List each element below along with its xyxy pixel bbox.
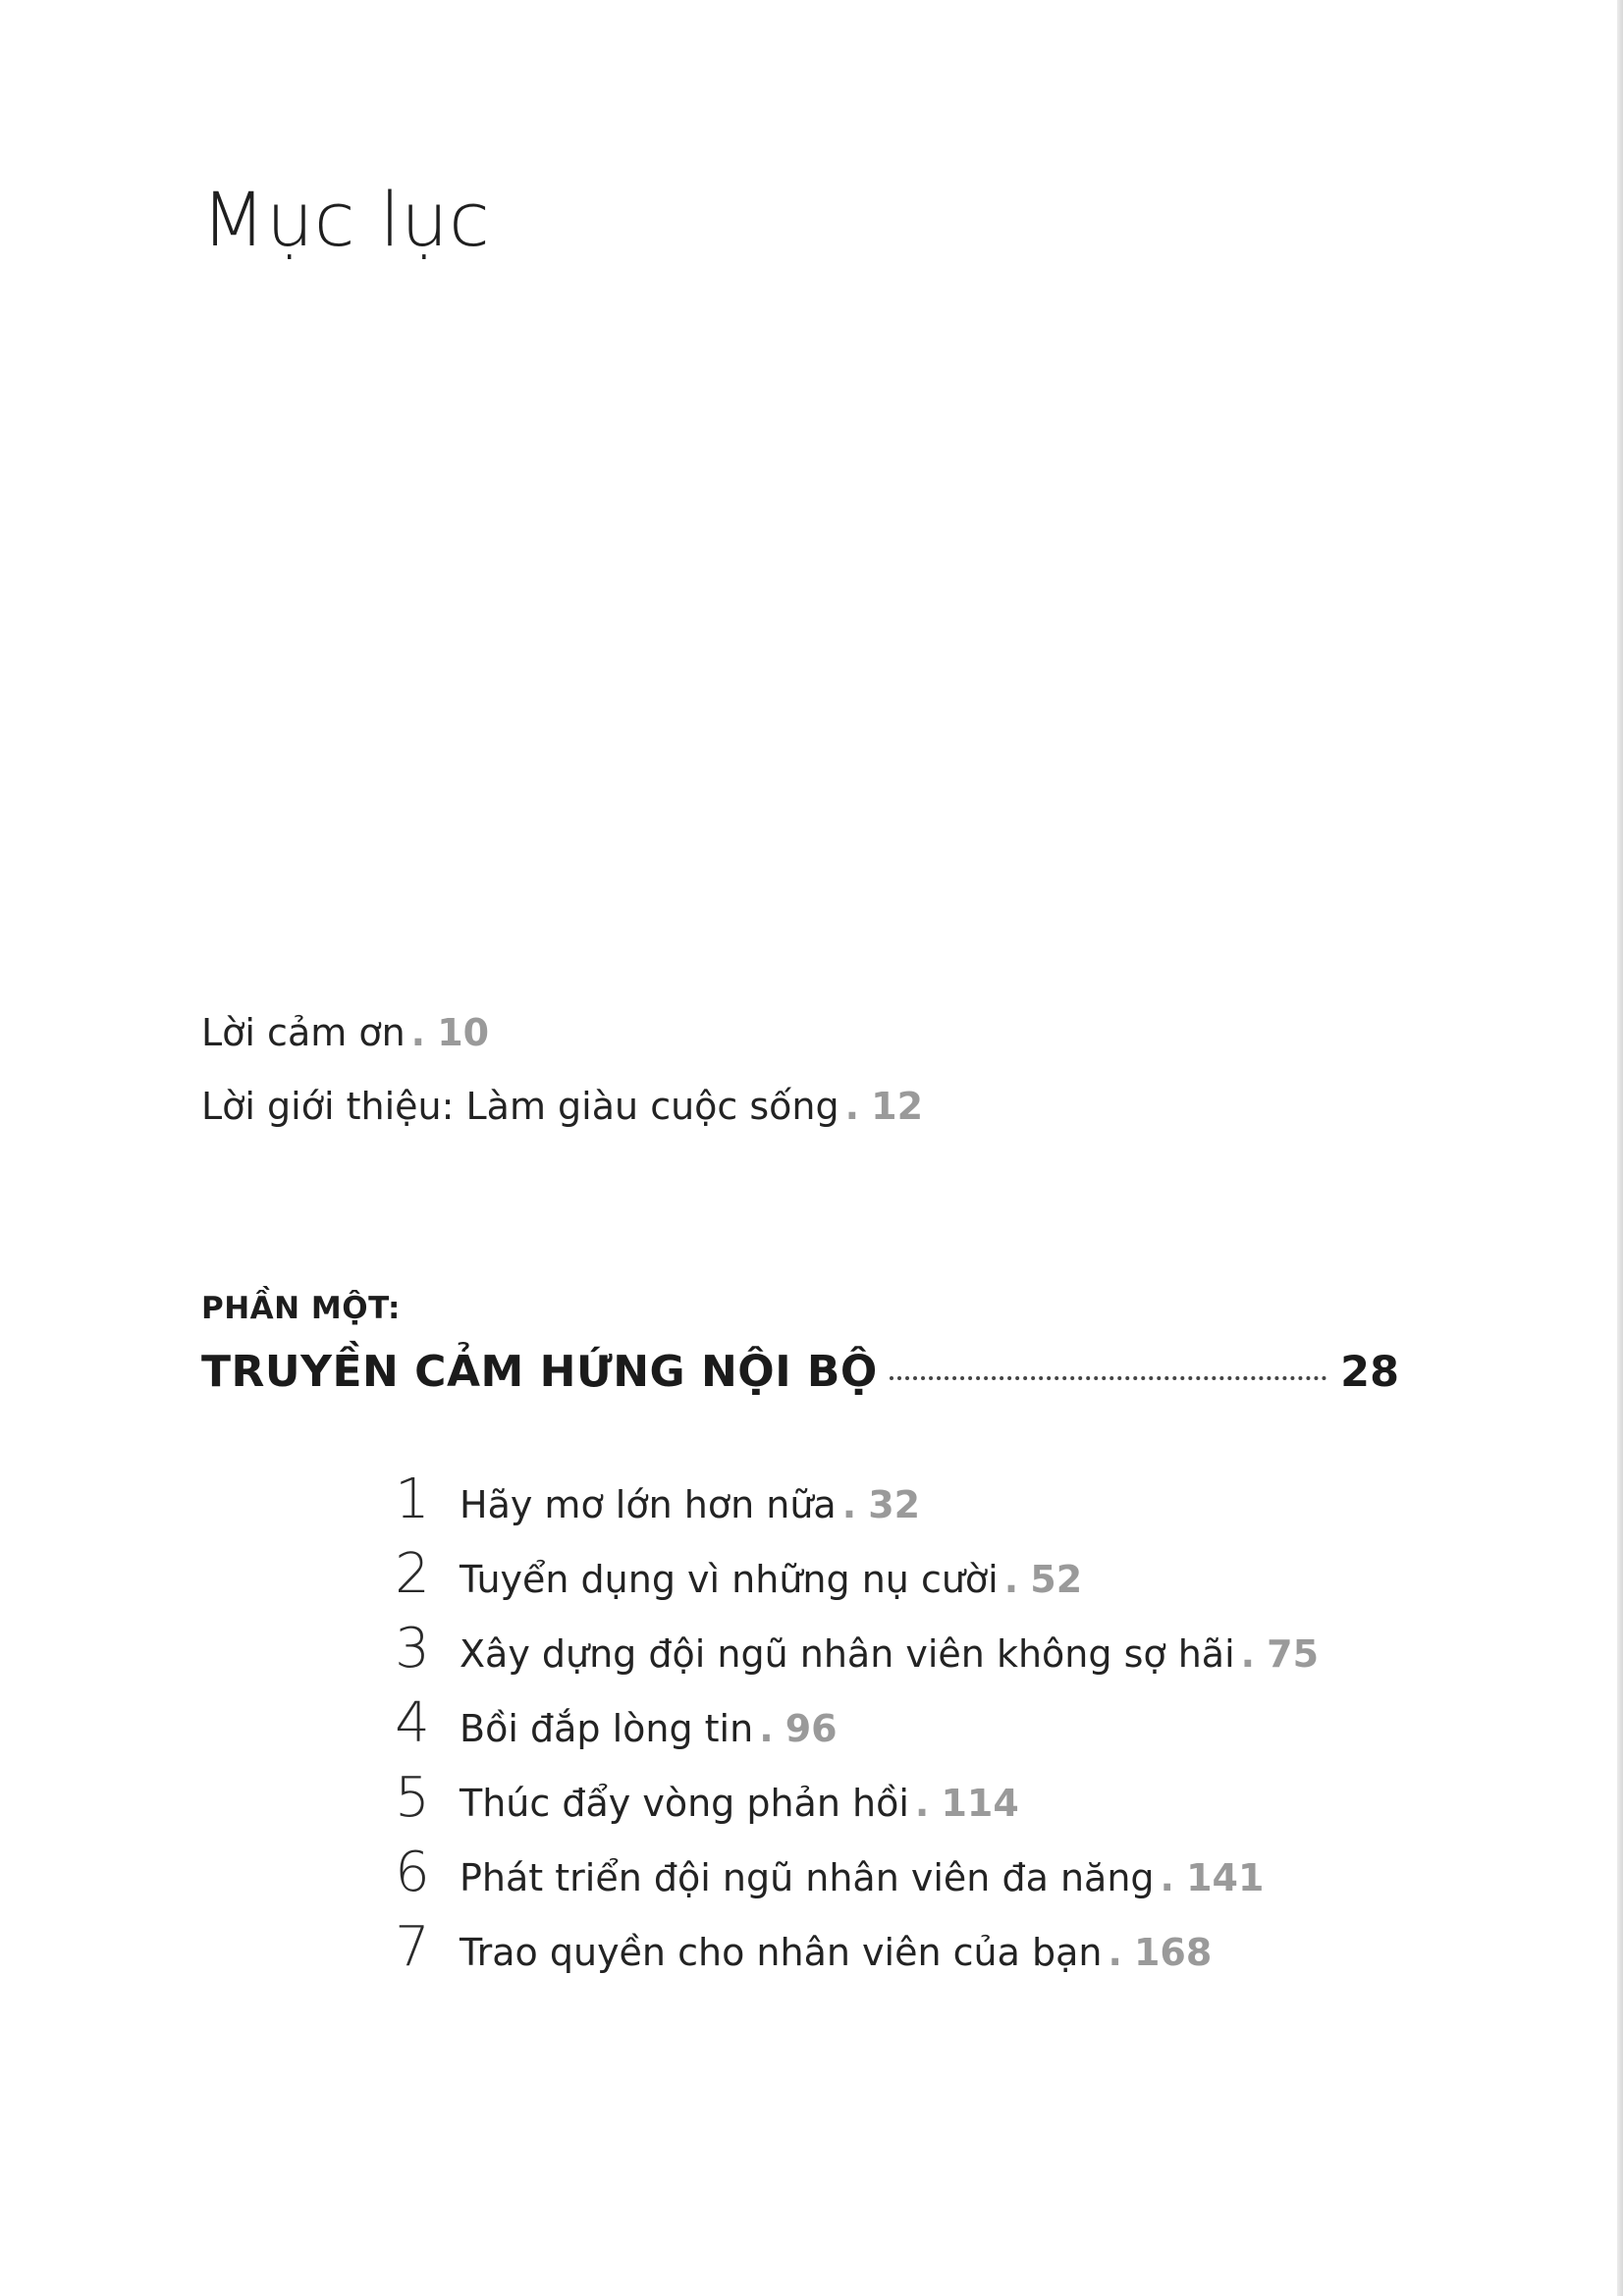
chapter-number: 5 <box>395 1766 430 1830</box>
chapter-page: 96 <box>784 1707 838 1750</box>
toc-entry-chapter-1[interactable] <box>365 1468 1445 1547</box>
dot-leader <box>890 1376 1326 1380</box>
chapter-separator: . <box>1240 1632 1256 1676</box>
page-title: Mục lục <box>201 176 491 263</box>
toc-entry-title: Lời giới thiệu: Làm giàu cuộc sống <box>201 1085 839 1128</box>
chapter-page: 32 <box>868 1483 921 1526</box>
chapter-title <box>460 1782 1019 1825</box>
toc-entry-separator: . <box>410 1011 426 1054</box>
chapter-separator: . <box>1108 1931 1122 1974</box>
chapter-list <box>365 1468 1445 1995</box>
chapter-title-text: Tuyển dụng vì những nụ cười <box>460 1558 999 1601</box>
chapter-title <box>460 1483 921 1526</box>
chapter-title <box>460 1707 838 1750</box>
toc-entry-acknowledgements[interactable] <box>201 1011 1478 1088</box>
toc-entry-chapter-3[interactable] <box>365 1617 1445 1696</box>
front-matter-list <box>201 1011 1478 1161</box>
chapter-number: 7 <box>395 1915 430 1979</box>
part-page: 28 <box>1340 1348 1399 1397</box>
chapter-title-text: Bồi đắp lòng tin <box>460 1707 754 1750</box>
chapter-title <box>460 1558 1083 1601</box>
chapter-number: 2 <box>395 1542 430 1606</box>
toc-entry-chapter-2[interactable] <box>365 1542 1445 1622</box>
chapter-page: 75 <box>1267 1632 1320 1676</box>
chapter-separator: . <box>914 1782 930 1825</box>
toc-entry-chapter-6[interactable] <box>365 1841 1445 1920</box>
chapter-page: 114 <box>941 1782 1019 1825</box>
chapter-page: 52 <box>1030 1558 1083 1601</box>
toc-entry-introduction[interactable] <box>201 1085 1478 1161</box>
chapter-title <box>460 1632 1320 1676</box>
toc-entry-chapter-7[interactable] <box>365 1915 1445 1995</box>
chapter-title-text: Hãy mơ lớn hơn nữa <box>460 1483 837 1526</box>
chapter-title-text: Phát triển đội ngũ nhân viên đa năng <box>460 1856 1155 1899</box>
chapter-number: 4 <box>395 1691 430 1755</box>
chapter-page: 141 <box>1186 1856 1265 1899</box>
part-label: PHẦN MỘT: <box>201 1291 401 1326</box>
chapter-title <box>460 1856 1265 1899</box>
part-title: TRUYỀN CẢM HỨNG NỘI BỘ <box>201 1347 878 1397</box>
chapter-separator: . <box>1160 1856 1174 1899</box>
toc-entry-title: Lời cảm ơn <box>201 1011 406 1054</box>
chapter-separator: . <box>1003 1558 1019 1601</box>
chapter-title-text: Trao quyền cho nhân viên của bạn <box>460 1931 1103 1974</box>
toc-entry-page: 10 <box>437 1011 490 1054</box>
chapter-title-text: Thúc đẩy vòng phản hồi <box>460 1782 909 1825</box>
toc-entry-separator: . <box>844 1085 860 1128</box>
chapter-title <box>460 1931 1213 1974</box>
chapter-number: 6 <box>395 1841 430 1904</box>
chapter-title-text: Xây dựng đội ngũ nhân viên không sợ hãi <box>460 1632 1235 1676</box>
chapter-separator: . <box>841 1483 857 1526</box>
toc-entry-page: 12 <box>871 1085 924 1128</box>
chapter-separator: . <box>759 1707 774 1750</box>
toc-entry-chapter-5[interactable] <box>365 1766 1445 1845</box>
toc-entry-part-one[interactable] <box>201 1347 1399 1397</box>
chapter-number: 3 <box>395 1617 430 1681</box>
chapter-number: 1 <box>395 1468 430 1531</box>
page-edge-shadow <box>1617 0 1623 2296</box>
chapter-page: 168 <box>1133 1931 1213 1974</box>
toc-entry-chapter-4[interactable] <box>365 1691 1445 1771</box>
